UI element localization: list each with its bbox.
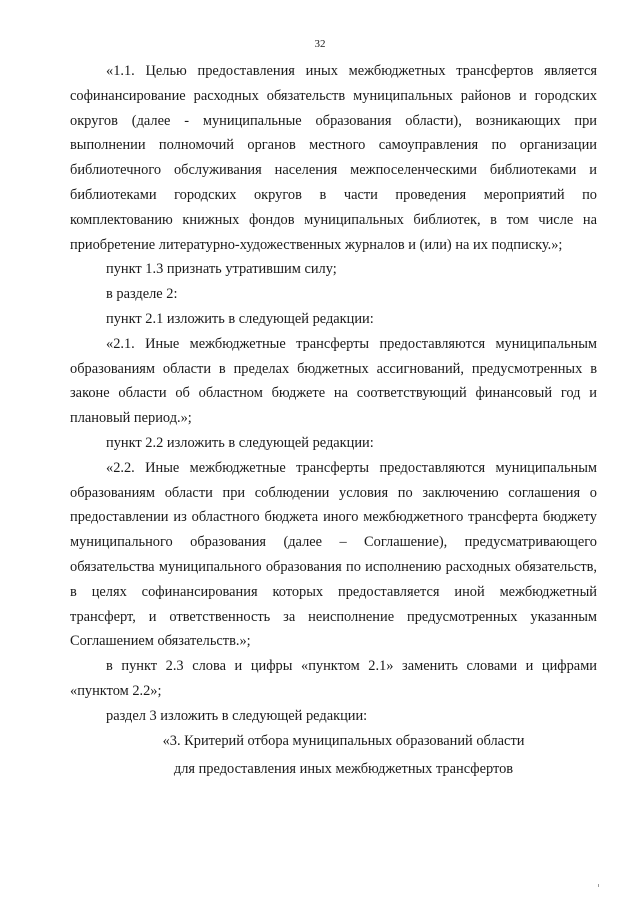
paragraph-1-1: «1.1. Целью предоставления иных межбюджетных трансфертов является софинансирование расходных обязательств муниципальных районов и городских округов (далее - муниципальные образования области), возникающих при выполнении полномочий органов местного самоуправления по организации библиотечного обслуживания населения межпоселенческими библиотеками и библиотеками городских округов в части проведения мероприятий по комплектованию книжных фондов муниципальных библиотек, в том числе на приобретение литературно-художественных журналов и (или) на их подписку.»; xyxy=(70,63,597,253)
section-3-heading-line-1: «3. Критерий отбора муниципальных образований области xyxy=(162,732,525,749)
section-3-heading-line-2: для предоставления иных межбюджетных трансфертов xyxy=(173,761,514,778)
page-number: 32 xyxy=(314,38,326,50)
section-3-heading xyxy=(70,729,597,783)
paragraph-1-3-repeal: пункт 1.3 признать утратившим силу; xyxy=(106,261,337,278)
paragraph-section-2-intro: в разделе 2: xyxy=(106,286,178,303)
document-body xyxy=(70,59,597,782)
paragraph-2-2-intro: пункт 2.2 изложить в следующей редакции: xyxy=(106,434,374,451)
paragraph-2-1-intro: пункт 2.1 изложить в следующей редакции: xyxy=(106,310,374,327)
scan-edge-mark xyxy=(598,884,599,887)
paragraph-2-1: «2.1. Иные межбюджетные трансферты предоставляются муниципальным образованиям области в пределах бюджетных ассигнований, предусмотренных в законе области об областном бюджете на соответствующий финансовый год и плановый период.»; xyxy=(70,335,597,427)
paragraph-section-3-intro: раздел 3 изложить в следующей редакции: xyxy=(106,707,368,724)
paragraph-2-2: «2.2. Иные межбюджетные трансферты предоставляются муниципальным образованиям области при соблюдении условия по заключению соглашения о предоставлении из областного бюджета иного межбюджетного трансферта бюджету муниципального образования (далее – Соглашение), предусматривающего обязательства муниципального образования по исполнению расходных обязательств, в целях софинансирования которых предоставляется иной межбюджетный трансферт, и ответственность за неисполнение предусмотренных указанным Соглашением обязательств.»; xyxy=(70,459,597,650)
paragraph-2-3-amendment: в пункт 2.3 слова и цифры «пунктом 2.1» заменить словами и цифрами «пунктом 2.2»; xyxy=(70,658,597,699)
